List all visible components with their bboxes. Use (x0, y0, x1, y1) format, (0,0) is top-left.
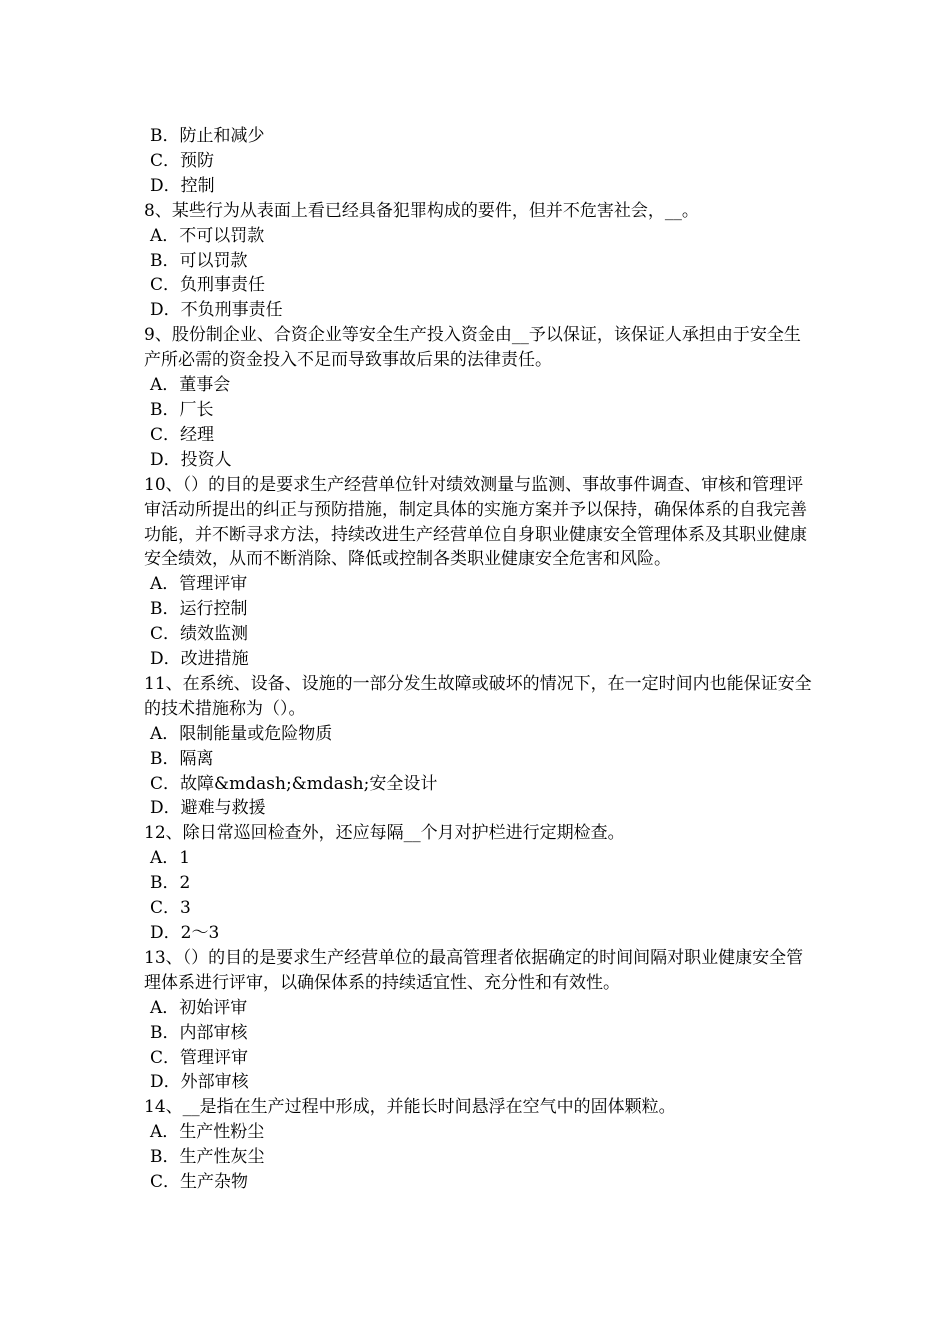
answer-option: C．管理评审 (150, 1047, 249, 1068)
question-text: 12、除日常巡回检查外，还应每隔__个月对护栏进行定期检查。 (144, 823, 625, 844)
answer-option: A．董事会 (150, 375, 231, 396)
answer-option: C．绩效监测 (150, 624, 249, 645)
answer-option: C．3 (150, 898, 191, 919)
answer-option: A．1 (150, 848, 191, 869)
question-text: 14、__是指在生产过程中形成，并能长时间悬浮在空气中的固体颗粒。 (144, 1097, 676, 1118)
answer-option: D．控制 (150, 175, 215, 196)
answer-option: D．不负刑事责任 (150, 300, 283, 321)
answer-option: C．故障&mdash;&mdash;安全设计 (150, 773, 438, 794)
answer-option: B．生产性灰尘 (150, 1147, 265, 1168)
answer-option: D．2～3 (150, 923, 220, 943)
answer-option: C．预防 (150, 150, 215, 171)
question-text: 13、（）的目的是要求生产经营单位的最高管理者依据确定的时间间隔对职业健康安全管理体系进行评审，以确保体系的持续适宜性、充分性和有效性。 (144, 947, 804, 993)
answer-option: C．经理 (150, 424, 215, 445)
answer-option: B．运行控制 (150, 599, 248, 620)
answer-option: B．内部审核 (150, 1022, 248, 1043)
answer-option: B．厂长 (150, 399, 214, 420)
answer-option: B．可以罚款 (150, 250, 248, 271)
answer-option: D．改进措施 (150, 649, 249, 670)
answer-option: A．初始评审 (150, 997, 248, 1018)
question-text: 8、某些行为从表面上看已经具备犯罪构成的要件，但并不危害社会，__。 (144, 200, 699, 221)
answer-option: A．生产性粉尘 (150, 1122, 265, 1143)
answer-option: C．生产杂物 (150, 1172, 249, 1193)
question-text: 9、股份制企业、合资企业等安全生产投入资金由__予以保证，该保证人承担由于安全生产所必需的资金投入不足而导致事故后果的法律责任。 (144, 325, 801, 371)
answer-option: A．管理评审 (150, 574, 248, 595)
answer-option: C．负刑事责任 (150, 275, 266, 296)
answer-option: A．不可以罚款 (150, 225, 265, 246)
answer-option: B．2 (150, 873, 191, 894)
document-body (144, 124, 812, 1195)
answer-option: D．外部审核 (150, 1072, 249, 1093)
question-text: 10、（）的目的是要求生产经营单位针对绩效测量与监测、事故事件调查、审核和管理评审活动所提出的纠正与预防措施，制定具体的实施方案并予以保持，确保体系的自我完善功能，并不断寻求方法，持续改进生产经营单位自身职业健康安全管理体系及其职业健康安全绩效，从而不断消除、降低或控制各类职业健康安全危害和风险。 (144, 474, 807, 570)
answer-option: D．投资人 (150, 449, 232, 470)
question-text: 11、在系统、设备、设施的一部分发生故障或破坏的情况下，在一定时间内也能保证安全的技术措施称为（）。 (144, 673, 812, 719)
answer-option: D．避难与救援 (150, 798, 266, 819)
answer-option: A．限制能量或危险物质 (150, 723, 333, 744)
answer-option: B．防止和减少 (150, 126, 265, 146)
answer-option: B．隔离 (150, 748, 214, 769)
